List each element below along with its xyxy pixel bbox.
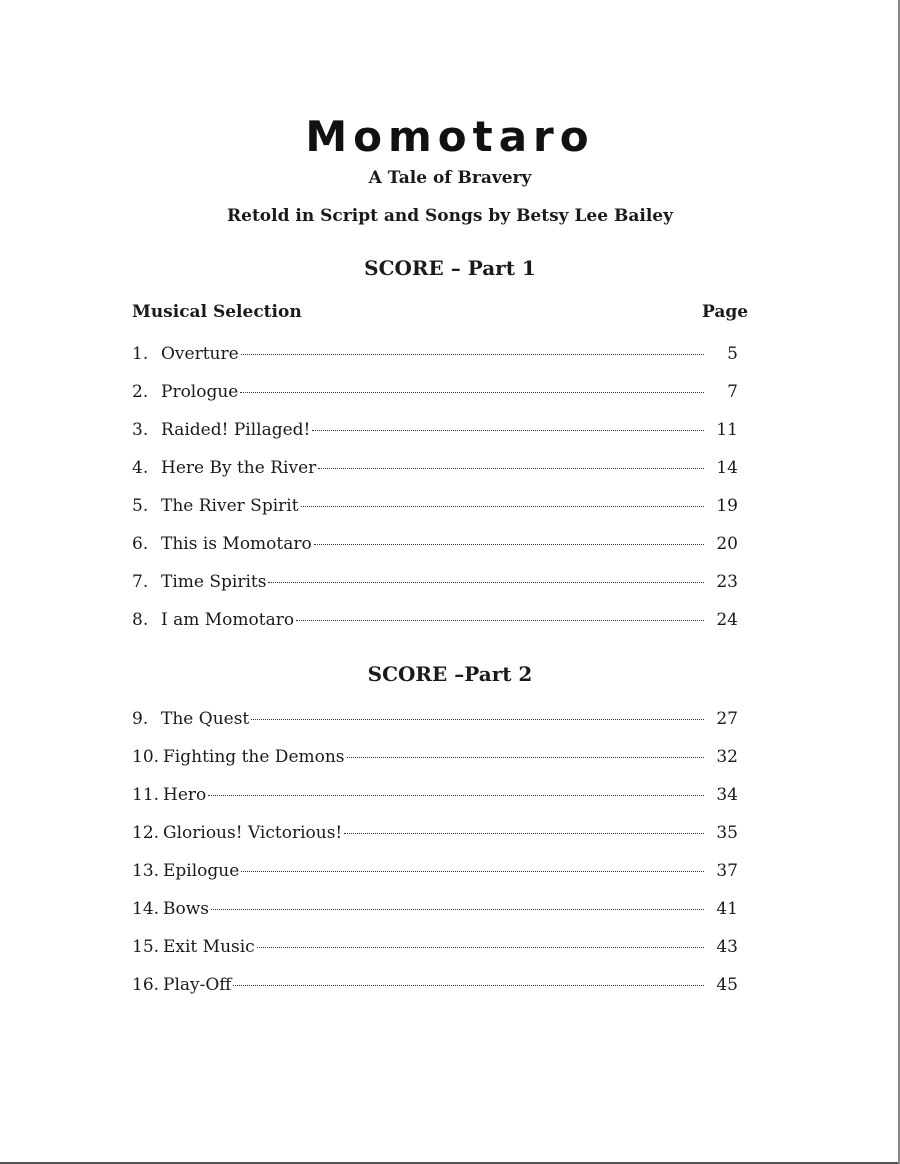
toc-entry [132, 610, 738, 648]
toc-entry-number: 4. [132, 458, 149, 478]
toc-entry-page: 43 [716, 937, 738, 957]
toc-entry-page: 35 [716, 823, 738, 843]
toc-entry-page: 14 [716, 458, 738, 478]
toc-entry [132, 823, 738, 861]
toc-entry-title: Play-Off [163, 975, 232, 995]
toc-entry-number: 11. [132, 785, 160, 805]
dot-leader [208, 795, 704, 796]
dot-leader [240, 392, 704, 393]
toc-entry-title: Raided! Pillaged! [161, 420, 311, 440]
toc-entry-page: 20 [716, 534, 738, 554]
toc-entry-title: Here By the River [161, 458, 317, 478]
toc-entry-page: 7 [727, 382, 738, 402]
toc-entry-page: 37 [716, 861, 738, 881]
toc-entry [132, 344, 738, 382]
toc-entry-title: Prologue [161, 382, 239, 402]
toc-entry [132, 861, 738, 899]
toc-entry [132, 785, 738, 823]
toc-entry-number: 16. [132, 975, 160, 995]
toc-entry-page: 5 [727, 344, 738, 364]
dot-leader [251, 719, 704, 720]
toc-entry-title: Exit Music [163, 937, 255, 957]
dot-leader [257, 947, 704, 948]
toc-entry-page: 11 [716, 420, 738, 440]
toc-entry-page: 19 [716, 496, 738, 516]
dot-leader [241, 871, 704, 872]
toc-entry-title: Hero [163, 785, 207, 805]
toc-entry-page: 34 [716, 785, 738, 805]
toc-entry-number: 14. [132, 899, 160, 919]
toc-entry [132, 382, 738, 420]
part-2-selection-list [132, 709, 738, 1013]
toc-entry [132, 709, 738, 747]
toc-entry-number: 6. [132, 534, 149, 554]
toc-entry-title: Bows [163, 899, 210, 919]
toc-entry [132, 496, 738, 534]
dot-leader [312, 430, 704, 431]
toc-entry-title: This is Momotaro [161, 534, 312, 554]
toc-entry [132, 458, 738, 496]
dot-leader [314, 544, 704, 545]
toc-entry-number: 10. [132, 747, 160, 767]
part-1-heading: SCORE – Part 1 [364, 256, 536, 280]
toc-entry-page: 27 [716, 709, 738, 729]
toc-entry-number: 3. [132, 420, 149, 440]
toc-entry [132, 420, 738, 458]
toc-entry-number: 15. [132, 937, 160, 957]
dot-leader [241, 354, 704, 355]
toc-entry-number: 12. [132, 823, 160, 843]
toc-entry-page: 41 [716, 899, 738, 919]
toc-entry [132, 975, 738, 1013]
toc-entry-title: Fighting the Demons [163, 747, 345, 767]
dot-leader [347, 757, 704, 758]
toc-entry [132, 899, 738, 937]
toc-entry-title: Time Spirits [161, 572, 267, 592]
toc-entry-number: 8. [132, 610, 149, 630]
toc-entry [132, 534, 738, 572]
part-2-heading: SCORE –Part 2 [367, 662, 533, 686]
document-title: Momotaro [305, 112, 595, 161]
dot-leader [301, 506, 704, 507]
toc-entry [132, 572, 738, 610]
document-subtitle: A Tale of Bravery [368, 168, 532, 188]
dot-leader [344, 833, 704, 834]
toc-entry-title: Epilogue [163, 861, 240, 881]
toc-entry-number: 1. [132, 344, 149, 364]
column-header-page: Page [702, 302, 749, 322]
toc-entry [132, 747, 738, 785]
dot-leader [233, 985, 704, 986]
toc-entry-title: The River Spirit [161, 496, 299, 516]
toc-entry-number: 2. [132, 382, 149, 402]
toc-entry-number: 5. [132, 496, 149, 516]
part-1-selection-list [132, 344, 738, 648]
author-byline: Retold in Script and Songs by Betsy Lee Bailey [227, 206, 673, 226]
toc-entry-number: 7. [132, 572, 149, 592]
toc-entry-page: 32 [716, 747, 738, 767]
toc-entry [132, 937, 738, 975]
toc-entry-title: Glorious! Victorious! [163, 823, 343, 843]
toc-entry-page: 23 [716, 572, 738, 592]
column-header-selection: Musical Selection [132, 302, 302, 322]
dot-leader [296, 620, 704, 621]
toc-entry-title: I am Momotaro [161, 610, 295, 630]
dot-leader [268, 582, 704, 583]
toc-entry-page: 24 [716, 610, 738, 630]
toc-entry-title: Overture [161, 344, 239, 364]
dot-leader [211, 909, 704, 910]
dot-leader [318, 468, 704, 469]
toc-entry-number: 9. [132, 709, 149, 729]
toc-entry-title: The Quest [161, 709, 250, 729]
toc-entry-number: 13. [132, 861, 160, 881]
toc-entry-page: 45 [716, 975, 738, 995]
